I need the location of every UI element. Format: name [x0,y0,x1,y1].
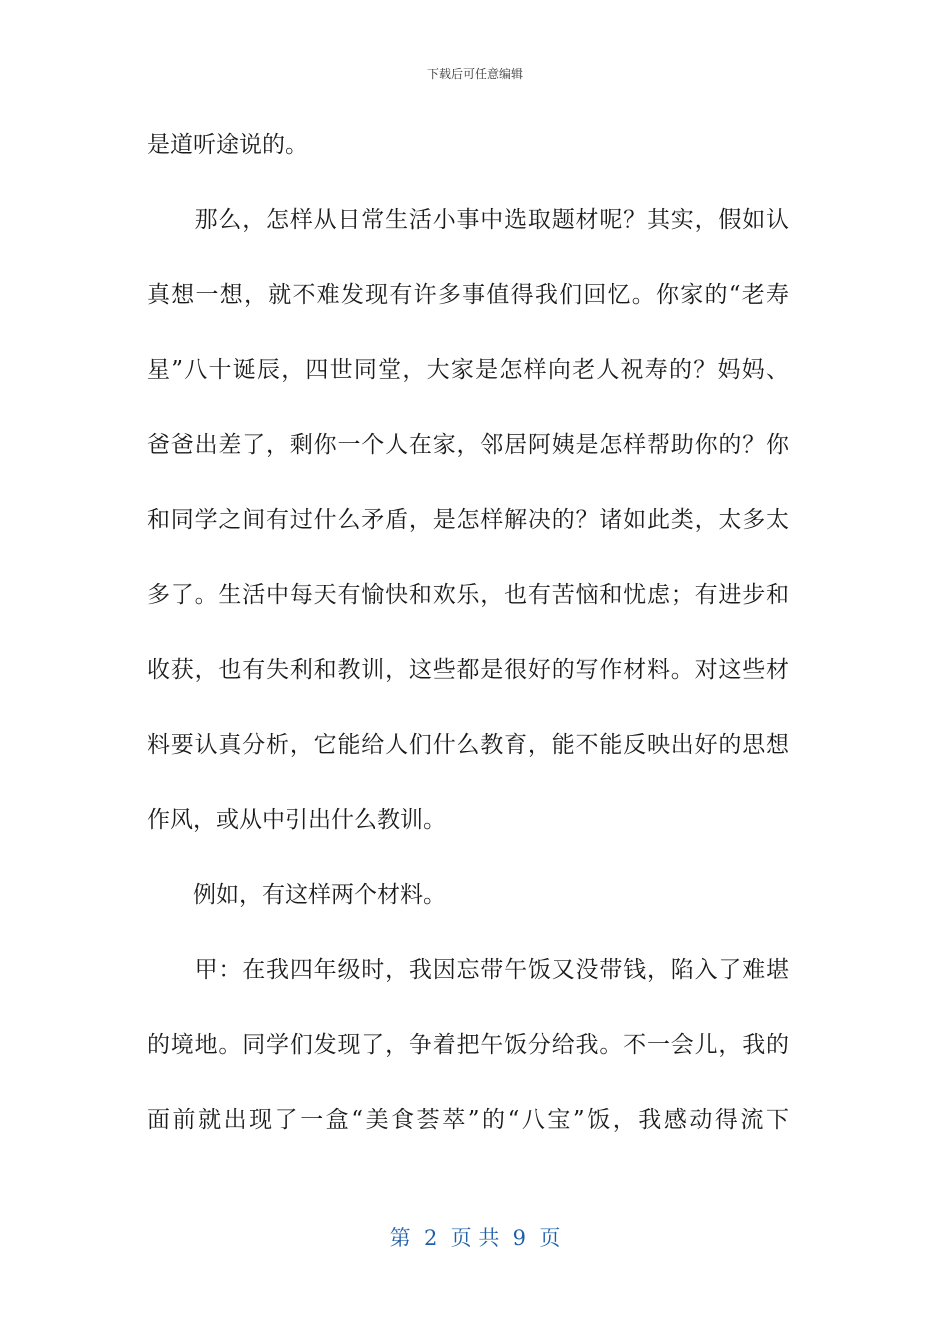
text-line-13: 的境地。同学们发现了，争着把午饭分给我。不一会儿，我的 [147,1032,789,1058]
text-line-14: 面前就出现了一盒“美食荟萃”的“八宝”饭，我感动得流下 [147,1107,789,1133]
text-line-5: 爸爸出差了，剩你一个人在家，邻居阿姨是怎样帮助你的？你 [147,432,789,458]
text-line-8: 收获，也有失利和教训，这些都是很好的写作材料。对这些材 [147,657,789,683]
text-line-12: 甲：在我四年级时，我因忘带午饭又没带钱，陷入了难堪 [147,957,789,983]
text-line-11: 例如，有这样两个材料。 [147,882,446,908]
page-header: 下载后可任意编辑 [426,67,523,81]
text-line-10: 作风，或从中引出什么教训。 [147,807,446,833]
text-line-9: 料要认真分析，它能给人们什么教育，能不能反映出好的思想 [147,732,789,758]
text-line-6: 和同学之间有过什么矛盾，是怎样解决的？诸如此类，太多太 [147,507,789,533]
text-line-4: 星”八十诞辰，四世同堂，大家是怎样向老人祝寿的？妈妈、 [147,357,789,383]
text-line-1: 是道听途说的。 [147,132,308,158]
text-line-3: 真想一想，就不难发现有许多事值得我们回忆。你家的“老寿 [147,282,789,308]
text-line-7: 多了。生活中每天有愉快和欢乐，也有苦恼和忧虑；有进步和 [147,582,789,608]
text-line-2: 那么，怎样从日常生活小事中选取题材呢？其实，假如认 [147,207,789,233]
page-footer: 第 2 页 共 9 页 [389,1226,561,1250]
